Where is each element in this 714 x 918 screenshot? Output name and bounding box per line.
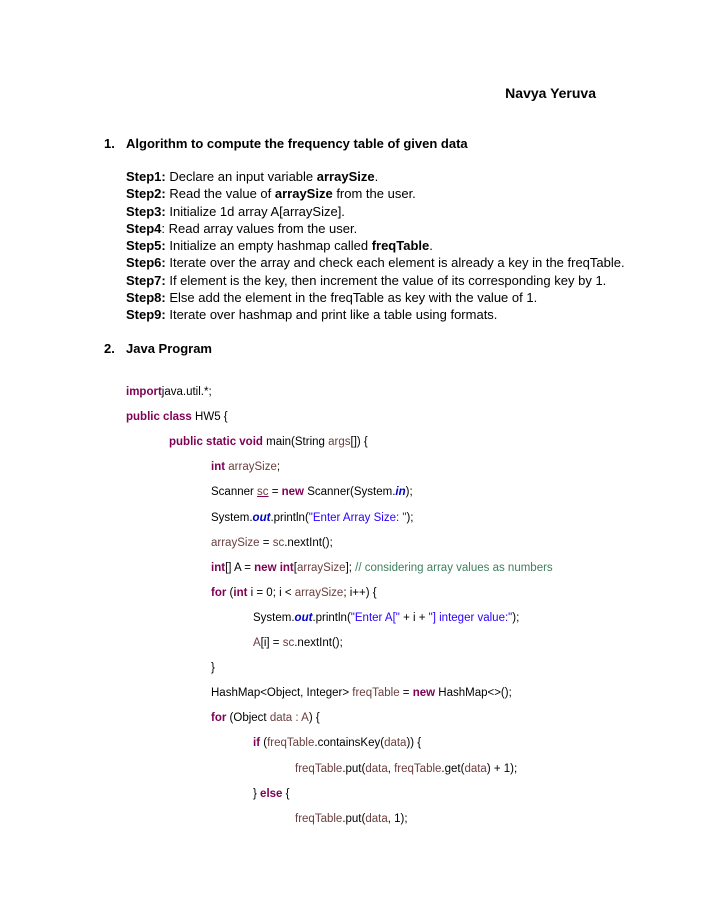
step-3	[126, 203, 625, 220]
step-text: .	[429, 238, 433, 254]
code-token: import	[126, 386, 162, 398]
step-label: Step2:	[126, 186, 166, 202]
code-token: ; i++) {	[343, 586, 377, 599]
code-line	[211, 461, 280, 473]
code-line	[211, 486, 413, 498]
code-token: arraySize	[228, 461, 277, 474]
code-token: );	[512, 611, 520, 624]
step-text: Initialize an empty hashmap called	[165, 238, 372, 254]
code-token: data	[384, 737, 407, 750]
code-token: new int	[254, 561, 294, 574]
code-token: + i +	[399, 611, 429, 624]
code-token: ,	[387, 762, 395, 775]
code-token: arraySize	[296, 561, 346, 574]
code-token: Scanner	[211, 486, 258, 499]
section-2-number: 2.	[104, 341, 115, 356]
code-token: .nextInt();	[294, 637, 343, 649]
code-token: );	[406, 511, 414, 524]
code-line	[211, 712, 320, 724]
step-label: Step8:	[126, 290, 166, 306]
code-token: data	[365, 762, 388, 775]
code-token: else	[260, 787, 283, 800]
section-2-heading	[104, 341, 212, 356]
step-text: : Read array values from the user.	[161, 220, 358, 236]
step-text: Read the value of	[165, 186, 275, 202]
code-line	[211, 687, 512, 699]
code-token: .get(	[441, 762, 465, 775]
step-label: Step5:	[126, 238, 166, 254]
code-token: =	[268, 486, 282, 499]
code-token: .nextInt();	[284, 536, 333, 549]
code-token: freqTable	[295, 812, 343, 825]
code-line	[253, 612, 519, 624]
code-line	[211, 537, 333, 549]
code-token: )) {	[406, 737, 422, 750]
step-keyword: freqTable	[371, 238, 430, 254]
step-text: Iterate over the array and check each element is already a key in the freqTable.	[165, 255, 625, 271]
code-token: freqTable	[394, 762, 442, 775]
section-2-title: Java Program	[126, 341, 212, 356]
code-line	[211, 587, 377, 599]
code-token: }	[253, 787, 261, 800]
code-token: .println(	[270, 511, 309, 524]
code-token: int	[211, 561, 226, 574]
code-token: int	[211, 461, 226, 474]
code-token: =	[399, 687, 413, 700]
code-token: for	[211, 712, 227, 725]
code-token: sc	[257, 486, 269, 499]
step-label: Step6:	[126, 255, 166, 271]
code-token: );	[405, 486, 413, 499]
code-token: [] A =	[225, 561, 255, 574]
code-line	[253, 637, 343, 649]
code-token: A	[253, 637, 261, 649]
code-token: out	[252, 511, 271, 524]
code-token: for	[211, 586, 227, 599]
code-token: in	[395, 486, 406, 499]
step-text: .	[374, 169, 379, 184]
code-token: HashMap<Object, Integer>	[211, 687, 353, 700]
code-token: "Enter Array Size: "	[308, 511, 407, 524]
code-token: ;	[276, 461, 281, 474]
code-token: [i] =	[260, 637, 283, 649]
code-token: int	[233, 586, 248, 599]
code-token: : A	[292, 712, 309, 725]
code-line	[253, 737, 421, 749]
code-token: data	[365, 812, 388, 825]
step-text: Initialize 1d array A[arraySize].	[165, 203, 345, 219]
step-label: Step3:	[126, 203, 166, 219]
code-token: System.	[211, 511, 253, 524]
step-9	[126, 306, 625, 323]
step-5	[126, 237, 625, 254]
code-token: out	[294, 611, 313, 624]
code-token: "Enter A["	[350, 611, 400, 624]
step-7	[126, 272, 625, 289]
code-line	[126, 386, 212, 398]
code-token: data	[464, 762, 487, 775]
step-text: from the user.	[332, 186, 416, 202]
step-8	[126, 289, 625, 306]
step-label: Step4	[126, 220, 162, 236]
code-token: =	[259, 536, 273, 549]
code-token: []) {	[350, 436, 368, 449]
code-line	[253, 788, 289, 800]
code-line	[211, 662, 215, 674]
step-1	[126, 168, 625, 185]
code-token: freqTable	[267, 737, 315, 750]
code-token: public class	[126, 411, 192, 424]
code-token: java.util.*;	[161, 386, 212, 398]
step-keyword: arraySize	[316, 169, 375, 184]
step-keyword: arraySize	[274, 186, 333, 202]
code-token: main(String	[262, 436, 329, 449]
step-label: Step1:	[126, 169, 166, 184]
code-line	[211, 562, 553, 574]
code-token: }	[211, 662, 215, 675]
code-token: "] integer value:"	[428, 611, 513, 624]
code-token: System.	[253, 611, 295, 624]
code-token: {	[282, 787, 290, 800]
code-token: data	[269, 712, 293, 725]
code-token: new	[281, 486, 305, 499]
code-token: HW5 {	[191, 411, 228, 424]
code-token: HashMap<>();	[435, 687, 512, 700]
code-token: args	[328, 436, 351, 449]
section-1-heading	[104, 136, 468, 151]
code-token: , 1);	[387, 812, 408, 825]
code-token: sc	[282, 637, 295, 649]
step-label: Step7:	[126, 272, 166, 288]
code-token: freqTable	[352, 687, 400, 700]
code-token: (	[226, 586, 234, 599]
step-label: Step9:	[126, 307, 166, 323]
step-6	[126, 254, 625, 271]
algorithm-steps	[126, 168, 625, 324]
step-4	[126, 220, 625, 237]
code-token: (	[260, 737, 268, 750]
step-text: If element is the key, then increment the value of its corresponding key by 1.	[165, 272, 607, 288]
code-token: .containsKey(	[314, 737, 385, 750]
code-token: public static void	[169, 436, 263, 449]
author-name: Navya Yeruva	[505, 85, 596, 101]
step-2	[126, 185, 625, 202]
code-token: Scanner(System.	[304, 486, 396, 499]
section-1-title: Algorithm to compute the frequency table of given data	[126, 136, 468, 151]
code-token: ];	[345, 561, 356, 574]
code-token: (Object	[226, 712, 270, 725]
code-token: [	[293, 561, 297, 574]
code-token: sc	[272, 536, 285, 549]
section-1-number: 1.	[104, 136, 115, 151]
code-token: freqTable	[295, 762, 343, 775]
code-token: .put(	[342, 762, 366, 775]
code-token: .put(	[342, 812, 366, 825]
code-token: new	[412, 687, 436, 700]
code-token: .println(	[312, 611, 351, 624]
code-line	[295, 763, 517, 775]
code-token: // considering array values as numbers	[355, 561, 553, 574]
code-token: if	[253, 737, 261, 750]
code-line	[126, 411, 228, 423]
code-line	[169, 436, 368, 448]
code-token: ) + 1);	[486, 762, 518, 775]
code-token: arraySize	[294, 586, 344, 599]
step-text: Else add the element in the freqTable as key with the value of 1.	[165, 290, 538, 306]
code-token: ) {	[308, 712, 320, 725]
step-text: Iterate over hashmap and print like a table using formats.	[165, 307, 498, 323]
code-token: i = 0; i <	[247, 586, 295, 599]
code-token: arraySize	[211, 536, 260, 549]
code-line	[211, 512, 413, 524]
step-text: Declare an input variable	[165, 169, 317, 184]
code-line	[295, 813, 408, 825]
